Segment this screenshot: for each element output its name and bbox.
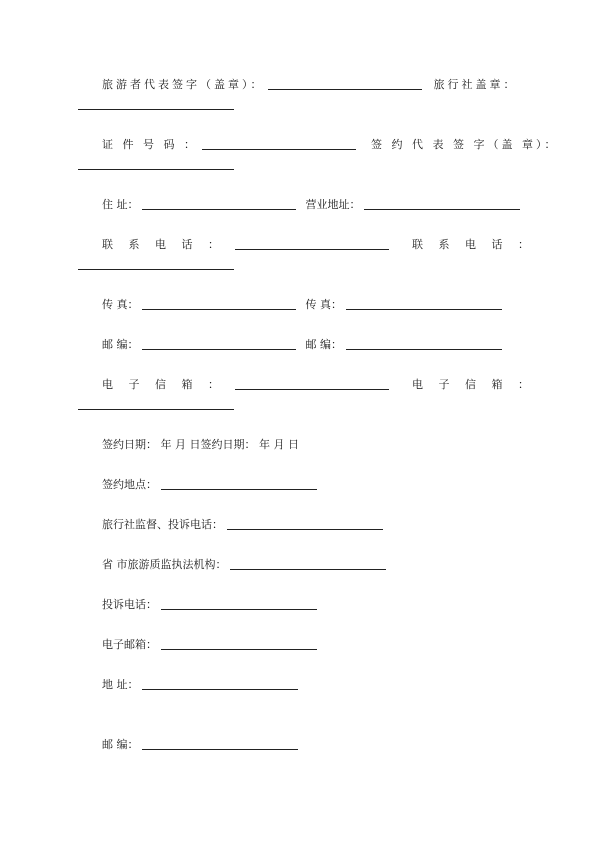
complaint-phone-label: 投诉电话： [102, 598, 157, 611]
postcode2-label: 邮 编： [102, 738, 139, 751]
sign-place-label: 签约地点： [102, 478, 157, 491]
authority-field[interactable] [230, 556, 386, 570]
tourist-rep-sign-label: 旅游者代表签字（盖章）： [102, 78, 265, 91]
supervision-phone-label: 旅行社监督、投诉电话： [102, 518, 223, 531]
fax-left-field[interactable] [142, 296, 296, 310]
signature-row-tourist [78, 76, 522, 94]
agency-seal-label: 旅行社盖章： [433, 78, 518, 91]
email-row [78, 376, 535, 394]
agency-rep-sign-field[interactable] [78, 156, 234, 170]
agency-rep-field-row [78, 156, 522, 174]
authority-label: 省 市旅游质监执法机构： [102, 558, 227, 571]
fax-left-label: 传 真： [102, 298, 139, 311]
postcode-right-field[interactable] [346, 336, 502, 350]
id-number-label: 证 件 号 码 ： [102, 138, 198, 151]
authority-row [78, 556, 522, 574]
email-right-label: 电 子 信 箱 ： [412, 378, 535, 391]
address-field[interactable] [142, 196, 296, 210]
phone-row [78, 236, 535, 254]
address-row [78, 196, 522, 214]
email-label: 电子邮箱： [102, 638, 157, 651]
address-label: 住 址： [102, 198, 139, 211]
agency-seal-field[interactable] [78, 96, 234, 110]
phone-right-field[interactable] [78, 256, 234, 270]
agency-rep-sign-label: 签 约 代 表 签 字（盖 章）： [371, 138, 559, 151]
sign-date-row [78, 436, 522, 454]
agency-seal-field-row [78, 96, 522, 114]
postcode-row [78, 336, 522, 354]
address2-row [78, 676, 522, 694]
complaint-phone-field[interactable] [161, 596, 317, 610]
email-left-label: 电 子 信 箱 ： [102, 378, 225, 391]
address2-field[interactable] [142, 676, 298, 690]
postcode2-row [78, 736, 522, 754]
sign-date-label: 签约日期： 年 月 日签约日期： 年 月 日 [102, 438, 299, 451]
phone-right-label: 联 系 电 话 ： [412, 238, 535, 251]
email-left-field[interactable] [235, 376, 389, 390]
fax-right-label: 传 真： [305, 298, 342, 311]
postcode-right-label: 邮 编： [305, 338, 342, 351]
postcode-left-field[interactable] [142, 336, 296, 350]
complaint-phone-row [78, 596, 522, 614]
phone-right-field-row [78, 256, 522, 274]
sign-place-row [78, 476, 522, 494]
fax-right-field[interactable] [346, 296, 502, 310]
id-number-field[interactable] [202, 136, 356, 150]
business-address-label: 营业地址： [305, 198, 361, 211]
email-field[interactable] [161, 636, 317, 650]
email2-row [78, 636, 522, 654]
phone-left-label: 联 系 电 话 ： [102, 238, 225, 251]
email-right-field[interactable] [78, 396, 234, 410]
sign-place-field[interactable] [161, 476, 317, 490]
supervision-phone-row [78, 516, 522, 534]
supervision-phone-field[interactable] [227, 516, 383, 530]
postcode-left-label: 邮 编： [102, 338, 139, 351]
id-row [78, 136, 559, 154]
fax-row [78, 296, 522, 314]
tourist-rep-sign-field[interactable] [268, 76, 422, 90]
phone-left-field[interactable] [235, 236, 389, 250]
address2-label: 地 址： [102, 678, 139, 691]
postcode2-field[interactable] [142, 736, 298, 750]
business-address-field[interactable] [364, 196, 520, 210]
email-right-field-row [78, 396, 522, 414]
